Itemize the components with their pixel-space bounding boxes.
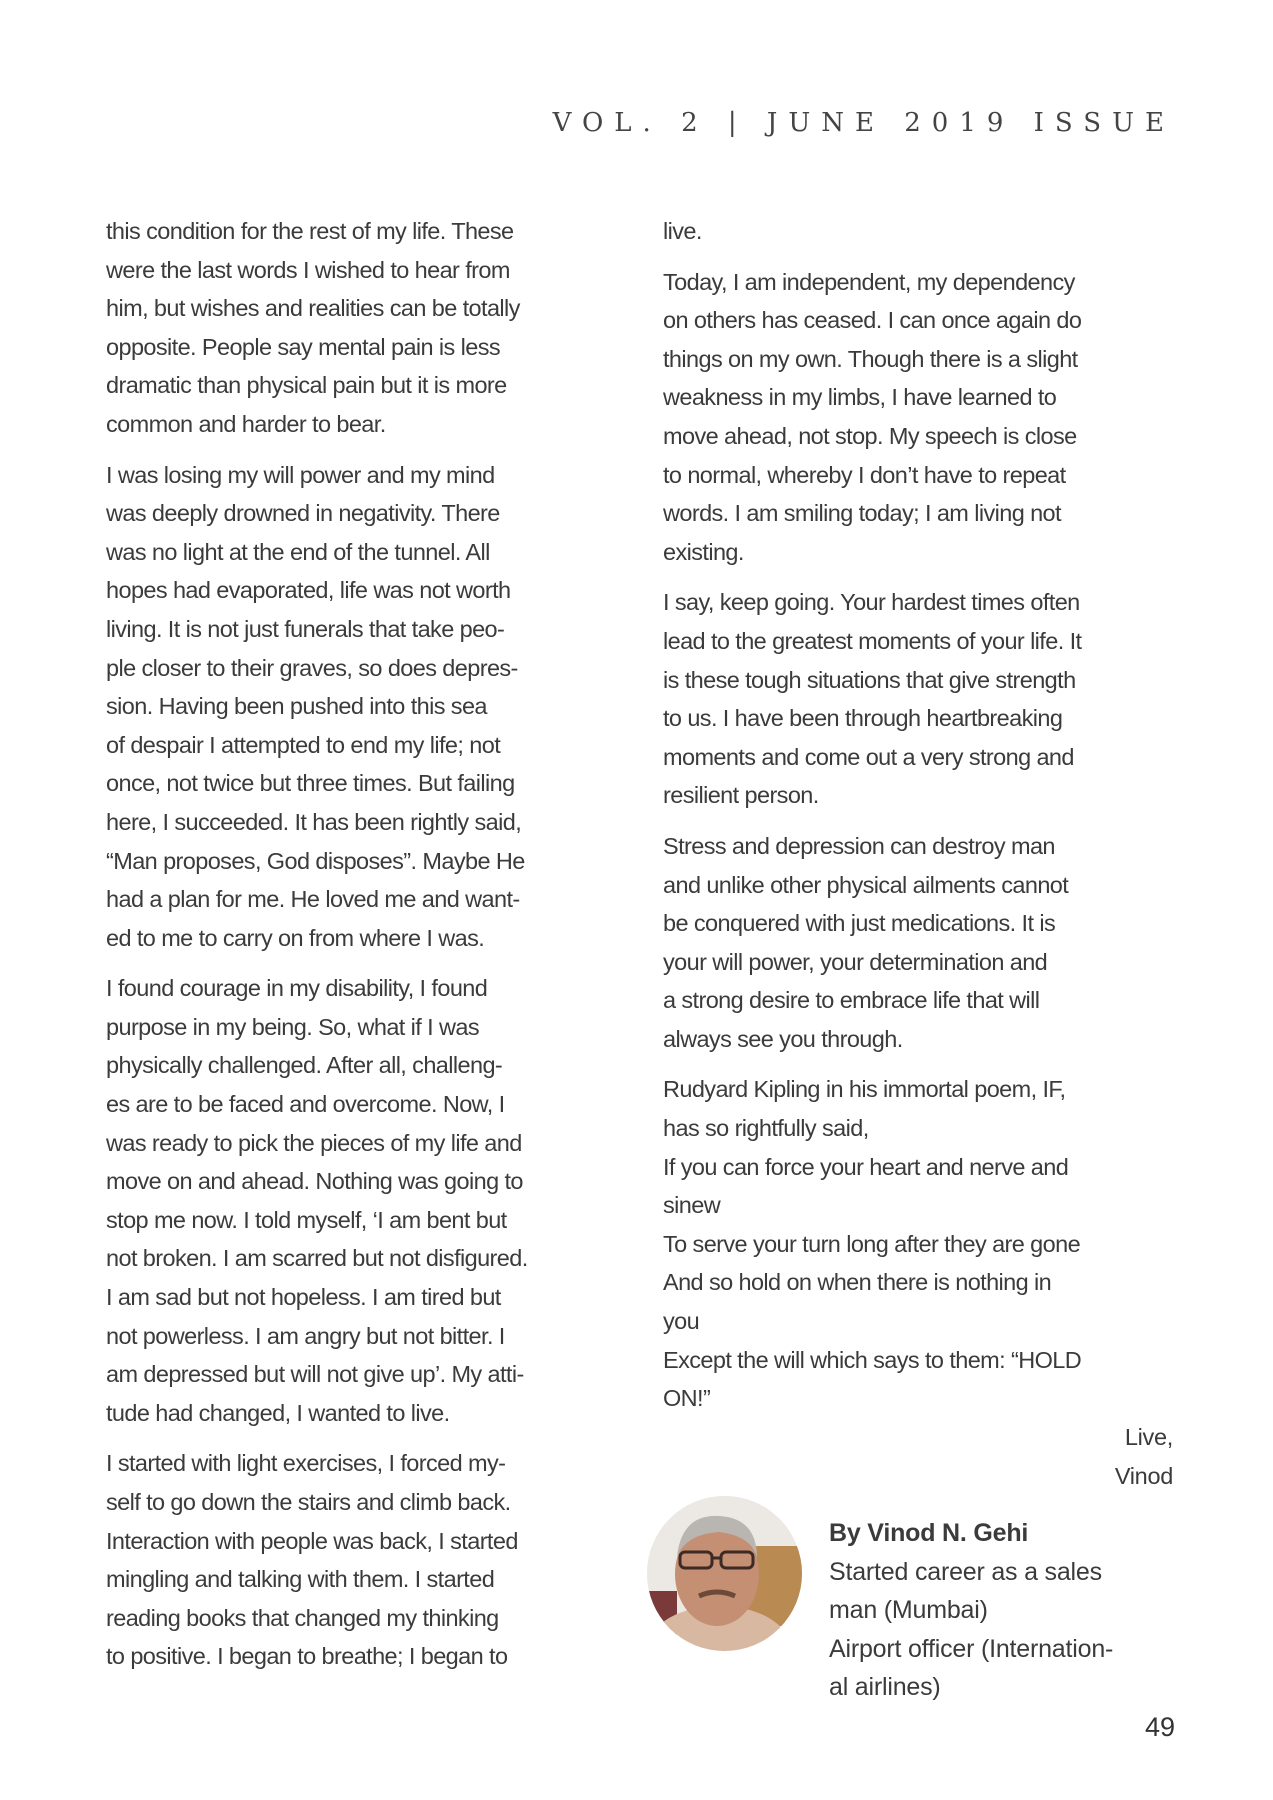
page-number: 49 [1145,1712,1176,1742]
author-bio-line: al airlines) [829,1673,941,1702]
text-line: of despair I attempted to end my life; not [106,731,501,758]
text-line: Interaction with people was back, I started [106,1527,518,1554]
text-line: ple closer to their graves, so does depres- [106,654,518,681]
text-line: I was losing my will power and my mind [106,461,495,488]
text-line: to us. I have been through heartbreaking [663,705,1063,732]
text-line: sinew [663,1192,721,1219]
text-line: opposite. People say mental pain is less [106,333,501,360]
text-line: existing. [663,538,744,565]
text-line: here, I succeeded. It has been rightly said, [106,808,522,835]
text-line: is these tough situations that give strength [663,666,1076,693]
text-line: move ahead, not stop. My speech is close [663,422,1077,449]
text-line: you [663,1308,700,1335]
text-line: weakness in my limbs, I have learned to [663,384,1057,411]
text-line: common and harder to bear. [106,410,386,437]
text-line: ed to me to carry on from where I was. [106,924,485,951]
signoff-line: Live, [1124,1424,1173,1450]
text-line: has so rightfully said, [663,1115,869,1142]
text-line: always see you through. [663,1025,903,1052]
text-line: living. It is not just funerals that take peo- [106,615,505,642]
text-line: tude had changed, I wanted to live. [106,1399,450,1426]
poem-quote [663,1070,1183,1417]
text-line: physically challenged. After all, challeng- [106,1052,503,1079]
author-bio-line: man (Mumbai) [829,1596,988,1625]
text-line: be conquered with just medications. It is [663,910,1056,937]
paragraph [106,969,636,1432]
text-line: lead to the greatest moments of your life. It [663,627,1082,654]
text-line: dramatic than physical pain but it is more [106,372,507,399]
author-name: By Vinod N. Gehi [829,1519,1029,1547]
text-line: stop me now. I told myself, ‘I am bent but [106,1206,507,1233]
text-line: Stress and depression can destroy man [663,832,1055,859]
text-line: I found courage in my disability, I found [106,975,488,1002]
text-line: was deeply drowned in negativity. There [106,500,500,527]
text-line: To serve your turn long after they are gone [663,1230,1081,1257]
paragraph [663,827,1183,1059]
text-line: this condition for the rest of my life. These [106,218,514,244]
text-line: resilient person. [663,782,819,809]
author-bio-line: Airport officer (Internation- [829,1634,1114,1663]
text-line: once, not twice but three times. But failing [106,770,515,797]
right-column [663,212,1183,1430]
signoff [1115,1418,1173,1495]
text-line: I am sad but not hopeless. I am tired but [106,1284,501,1311]
text-line: were the last words I wished to hear from [106,256,510,283]
text-line: a strong desire to embrace life that will [663,987,1040,1014]
signoff-name: Vinod [1114,1462,1173,1489]
author-portrait-icon [647,1496,802,1651]
author-byline [829,1514,1113,1707]
text-line: was ready to pick the pieces of my life and [106,1129,522,1156]
text-line: reading books that changed my thinking [106,1604,499,1631]
left-column [106,212,636,1688]
text-line: your will power, your determination and [663,948,1048,975]
text-line: live. [663,218,702,244]
text-line: Rudyard Kipling in his immortal poem, IF, [663,1076,1066,1103]
issue-header: VOL. 2 | JUNE 2019 ISSUE [552,108,1175,138]
text-line: am depressed but will not give up’. My atti- [106,1361,524,1388]
author-photo [647,1496,802,1651]
text-line: ON!” [663,1385,711,1412]
text-line: move on and ahead. Nothing was going to [106,1168,523,1195]
text-line: not broken. I am scarred but not disfigured. [106,1245,528,1272]
text-line: moments and come out a very strong and [663,743,1074,770]
text-line: on others has ceased. I can once again do [663,307,1082,334]
text-line: Today, I am independent, my dependency [663,268,1075,295]
text-line: had a plan for me. He loved me and want- [106,886,520,913]
paragraph [663,583,1183,815]
text-line: self to go down the stairs and climb back. [106,1489,511,1515]
text-line: sion. Having been pushed into this sea [106,693,487,720]
text-line: to positive. I began to breathe; I began to [106,1643,508,1670]
text-line: “Man proposes, God disposes”. Maybe He [106,847,525,874]
paragraph [663,212,1183,251]
text-line: es are to be faced and overcome. Now, I [106,1091,505,1118]
text-line: to normal, whereby I don’t have to repeat [663,461,1066,488]
author-bio-line: Started career as a sales [829,1557,1102,1586]
paragraph [106,456,636,958]
paragraph [106,212,636,444]
text-line: And so hold on when there is nothing in [663,1269,1052,1296]
text-line: I started with light exercises, I forced my- [106,1450,506,1477]
text-line: words. I am smiling today; I am living not [663,500,1061,527]
text-line: hopes had evaporated, life was not worth [106,577,511,604]
text-line: was no light at the end of the tunnel. All [106,538,490,565]
text-line: and unlike other physical ailments cannot [663,871,1069,898]
paragraph [663,263,1183,572]
text-line: mingling and talking with them. I started [106,1566,495,1593]
text-line: not powerless. I am angry but not bitter. I [106,1322,505,1349]
text-line: If you can force your heart and nerve and [663,1153,1069,1180]
paragraph [106,1444,636,1676]
text-line: things on my own. Though there is a slight [663,345,1078,372]
text-line: I say, keep going. Your hardest times often [663,589,1080,616]
text-line: Except the will which says to them: “HOLD [663,1346,1082,1373]
text-line: him, but wishes and realities can be totally [106,295,520,322]
text-line: purpose in my being. So, what if I was [106,1013,479,1040]
